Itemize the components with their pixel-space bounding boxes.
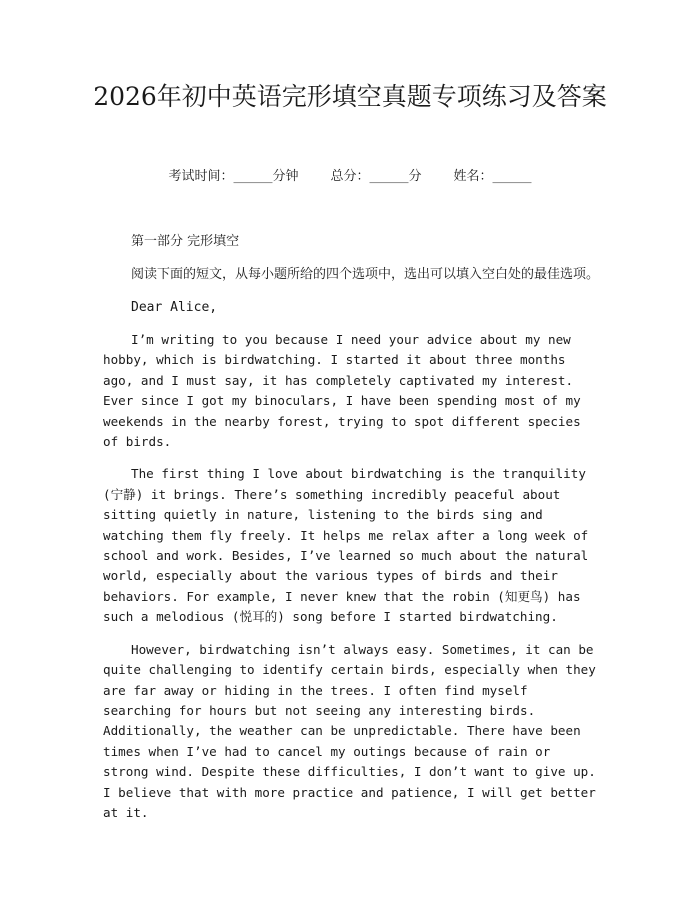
document-title: 2026年初中英语完形填空真题专项练习及答案 xyxy=(93,82,607,111)
instructions: 阅读下面的短文，从每小题所给的四个选项中，选出可以填入空白处的最佳选项。 xyxy=(131,267,600,282)
letter-greeting: Dear Alice, xyxy=(131,300,218,315)
total-score-field: 总分：______分 xyxy=(330,169,422,184)
student-name-field: 姓名：______ xyxy=(453,169,532,184)
letter-paragraph-3: However, birdwatching isn’t always easy. Sometimes, it can be quite challenging to identify certain birds, especially when they are far away or hiding in the trees. I often find myself searching for hours but not seeing any interesting birds. Additionally, the weather can be unpredictable. There have been times when I’ve had to cancel my outings because of rain or strong wind. Despite these difficulties, I don’t want to give up. I believe that with more practice and patience, I will get better at it. xyxy=(103,641,596,820)
letter-paragraph-1: I’m writing to you because I need your advice about my new hobby, which is birdwatching. I started it about three months ago, and I must say, it has completely captivated my interest. Ever since I got my binoculars, I have been spending most of my weekends in the nearby forest, trying to spot different species of birds. xyxy=(103,332,581,450)
section-heading: 第一部分 完形填空 xyxy=(131,234,240,249)
document-body xyxy=(103,232,603,835)
exam-time-field: 考试时间：______分钟 xyxy=(168,169,299,184)
exam-meta-line xyxy=(0,168,700,186)
letter-paragraph-2: The first thing I love about birdwatching is the tranquility (宁静) it brings. There’s something incredibly peaceful about sitting quietly in nature, listening to the birds sing and watching them fly freely. It helps me relax after a long week of school and work. Besides, I’ve learned so much about the natural world, especially about the various types of birds and their behaviors. For example, I never knew that the robin (知更鸟) has such a melodious (悦耳的) song before I started birdwatching. xyxy=(103,466,589,625)
